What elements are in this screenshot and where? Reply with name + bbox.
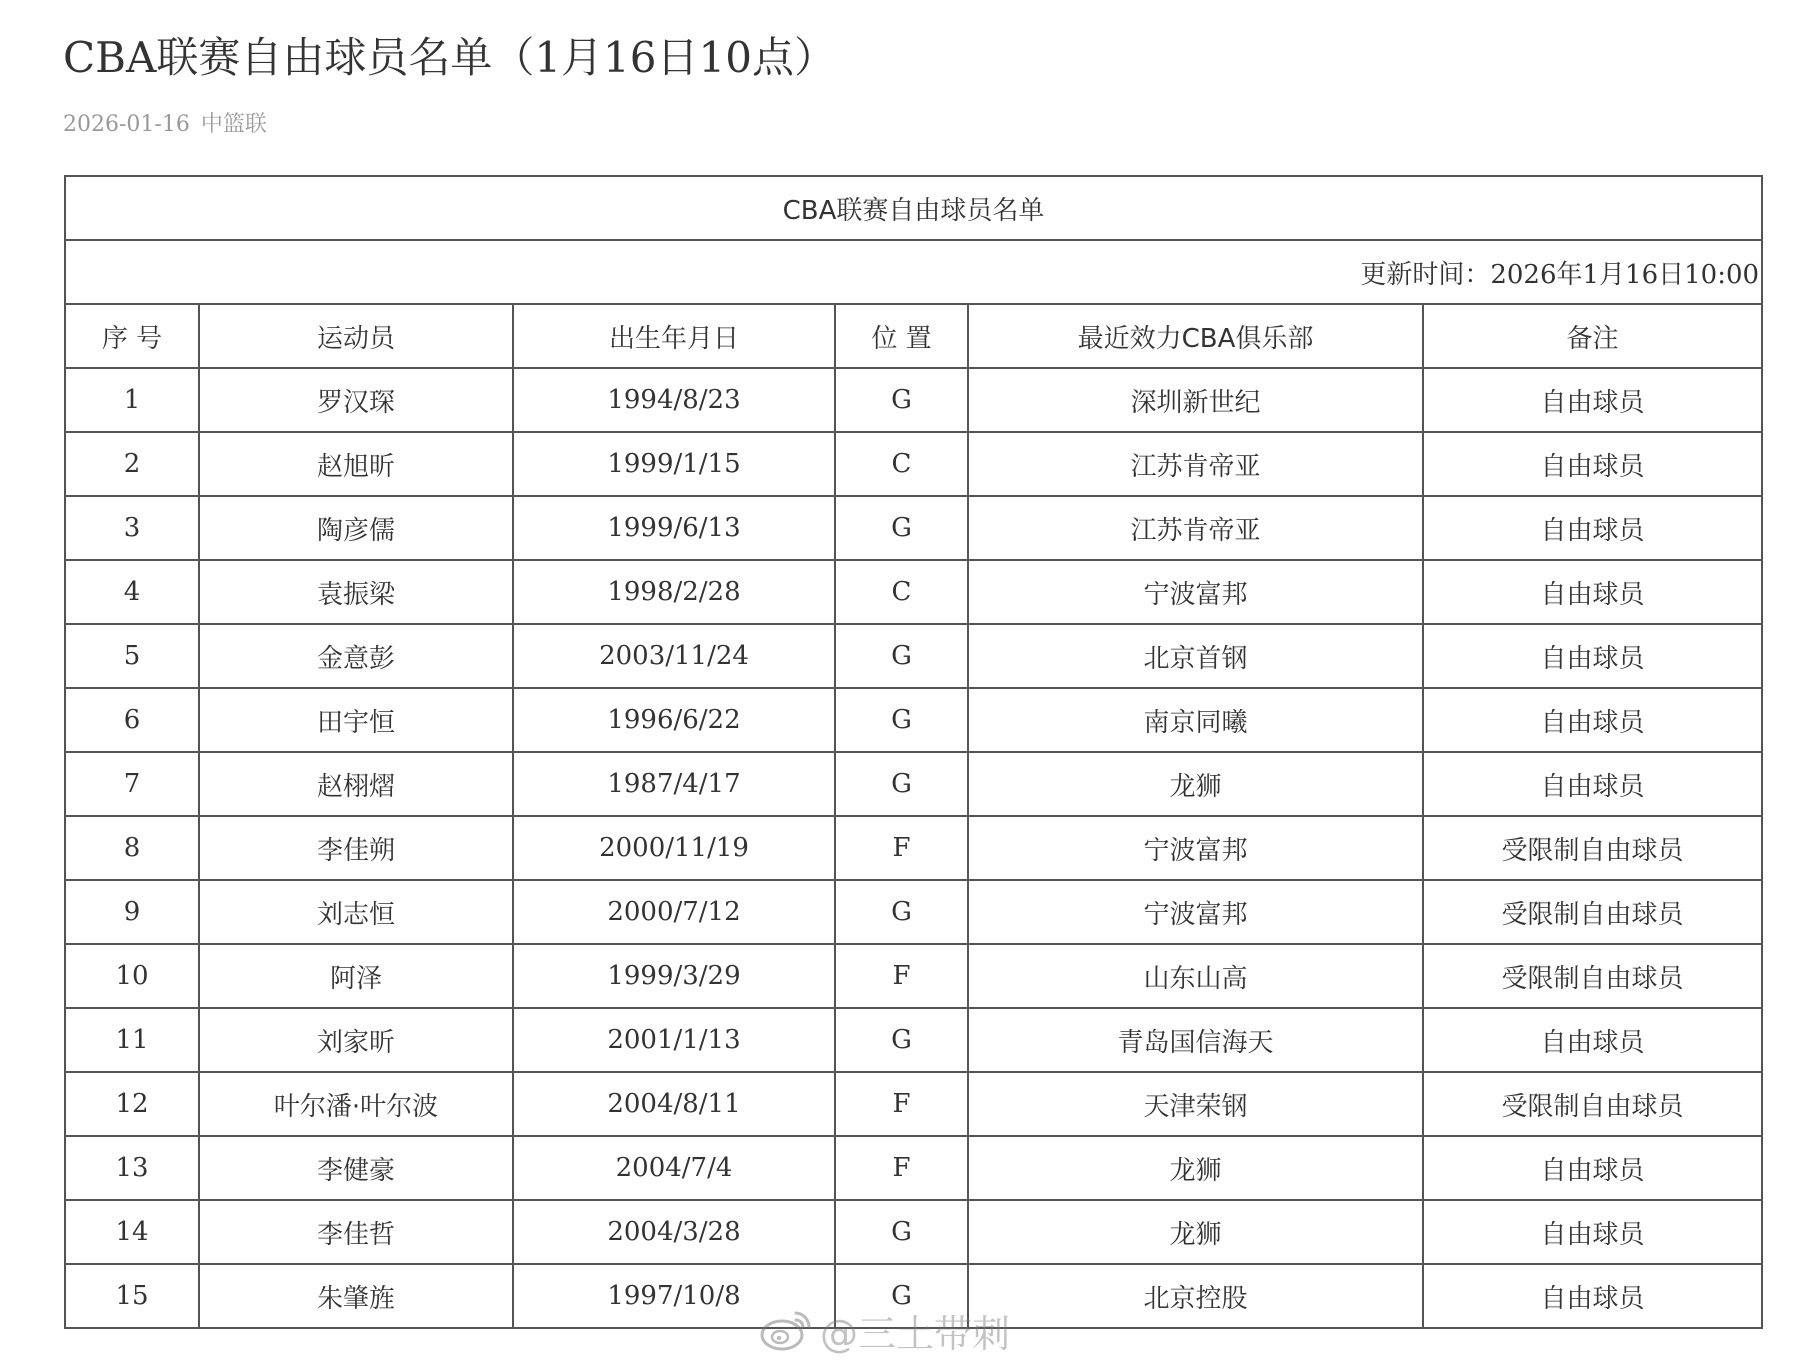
cell-note: 自由球员 xyxy=(1423,1136,1762,1200)
cell-position: G xyxy=(835,1264,968,1328)
cell-player: 赵旭昕 xyxy=(199,432,513,496)
cell-index: 9 xyxy=(65,880,199,944)
cell-note: 受限制自由球员 xyxy=(1423,944,1762,1008)
cell-position: G xyxy=(835,368,968,432)
cell-birthdate: 1997/10/8 xyxy=(513,1264,835,1328)
table-row xyxy=(65,1008,1762,1072)
cell-index: 11 xyxy=(65,1008,199,1072)
cell-last-club: 山东山高 xyxy=(968,944,1423,1008)
cell-note: 自由球员 xyxy=(1423,688,1762,752)
article-source[interactable]: 中篮联 xyxy=(200,112,267,137)
cell-last-club: 江苏肯帝亚 xyxy=(968,432,1423,496)
cell-index: 12 xyxy=(65,1072,199,1136)
cell-note: 自由球员 xyxy=(1423,1200,1762,1264)
free-agent-table xyxy=(64,175,1763,1329)
cell-player: 刘家昕 xyxy=(199,1008,513,1072)
cell-player: 陶彦儒 xyxy=(199,496,513,560)
table-row xyxy=(65,368,1762,432)
cell-last-club: 天津荣钢 xyxy=(968,1072,1423,1136)
cell-player: 刘志恒 xyxy=(199,880,513,944)
cell-birthdate: 1987/4/17 xyxy=(513,752,835,816)
cell-player: 李健豪 xyxy=(199,1136,513,1200)
update-time-value: 2026年1月16日10:00 xyxy=(1490,259,1760,290)
table-row xyxy=(65,1264,1762,1328)
table-row xyxy=(65,1200,1762,1264)
cell-index: 3 xyxy=(65,496,199,560)
cell-index: 4 xyxy=(65,560,199,624)
cell-last-club: 宁波富邦 xyxy=(968,560,1423,624)
cell-last-club: 龙狮 xyxy=(968,1136,1423,1200)
cell-index: 1 xyxy=(65,368,199,432)
table-row xyxy=(65,624,1762,688)
cell-note: 受限制自由球员 xyxy=(1423,816,1762,880)
cell-position: G xyxy=(835,1008,968,1072)
cell-position: C xyxy=(835,560,968,624)
update-time xyxy=(65,240,1762,304)
cell-index: 10 xyxy=(65,944,199,1008)
cell-index: 15 xyxy=(65,1264,199,1328)
cell-index: 7 xyxy=(65,752,199,816)
header-player: 运动员 xyxy=(199,304,513,368)
cell-position: G xyxy=(835,624,968,688)
cell-birthdate: 1996/6/22 xyxy=(513,688,835,752)
cell-note: 自由球员 xyxy=(1423,496,1762,560)
cell-last-club: 北京控股 xyxy=(968,1264,1423,1328)
header-index: 序 号 xyxy=(65,304,199,368)
cell-note: 自由球员 xyxy=(1423,432,1762,496)
cell-birthdate: 1999/1/15 xyxy=(513,432,835,496)
table-header-row xyxy=(65,304,1762,368)
cell-position: G xyxy=(835,688,968,752)
cell-player: 金意彭 xyxy=(199,624,513,688)
header-note: 备注 xyxy=(1423,304,1762,368)
table-row xyxy=(65,816,1762,880)
cell-index: 14 xyxy=(65,1200,199,1264)
header-birthdate: 出生年月日 xyxy=(513,304,835,368)
update-time-label: 更新时间： xyxy=(1360,259,1491,290)
cell-last-club: 宁波富邦 xyxy=(968,816,1423,880)
cell-position: F xyxy=(835,1136,968,1200)
cell-birthdate: 1994/8/23 xyxy=(513,368,835,432)
cell-position: G xyxy=(835,496,968,560)
table-row xyxy=(65,1072,1762,1136)
cell-birthdate: 1999/3/29 xyxy=(513,944,835,1008)
table-row xyxy=(65,944,1762,1008)
cell-last-club: 南京同曦 xyxy=(968,688,1423,752)
cell-birthdate: 2001/1/13 xyxy=(513,1008,835,1072)
table-row xyxy=(65,752,1762,816)
cell-last-club: 龙狮 xyxy=(968,1200,1423,1264)
cell-birthdate: 2003/11/24 xyxy=(513,624,835,688)
cell-player: 赵栩熠 xyxy=(199,752,513,816)
table-row xyxy=(65,496,1762,560)
cell-birthdate: 2000/11/19 xyxy=(513,816,835,880)
cell-index: 2 xyxy=(65,432,199,496)
cell-index: 8 xyxy=(65,816,199,880)
table-caption-row xyxy=(65,176,1762,240)
cell-note: 自由球员 xyxy=(1423,752,1762,816)
cell-birthdate: 1998/2/28 xyxy=(513,560,835,624)
table-caption: CBA联赛自由球员名单 xyxy=(65,176,1762,240)
page-title: CBA联赛自由球员名单（1月16日10点） xyxy=(63,33,836,82)
cell-position: G xyxy=(835,880,968,944)
cell-note: 自由球员 xyxy=(1423,624,1762,688)
cell-position: F xyxy=(835,944,968,1008)
cell-last-club: 北京首钢 xyxy=(968,624,1423,688)
cell-player: 李佳哲 xyxy=(199,1200,513,1264)
cell-note: 受限制自由球员 xyxy=(1423,1072,1762,1136)
table-row xyxy=(65,1136,1762,1200)
header-last-club: 最近效力CBA俱乐部 xyxy=(968,304,1423,368)
table-row xyxy=(65,560,1762,624)
cell-position: G xyxy=(835,1200,968,1264)
cell-birthdate: 2004/8/11 xyxy=(513,1072,835,1136)
article-meta xyxy=(63,108,267,142)
watermark-text: @三土带刺 xyxy=(820,1311,1011,1356)
cell-note: 自由球员 xyxy=(1423,1264,1762,1328)
cell-index: 5 xyxy=(65,624,199,688)
cell-note: 自由球员 xyxy=(1423,1008,1762,1072)
cell-birthdate: 2004/7/4 xyxy=(513,1136,835,1200)
cell-player: 袁振梁 xyxy=(199,560,513,624)
cell-last-club: 青岛国信海天 xyxy=(968,1008,1423,1072)
cell-player: 罗汉琛 xyxy=(199,368,513,432)
article-date: 2026-01-16 xyxy=(63,112,190,137)
cell-player: 叶尔潘·叶尔波 xyxy=(199,1072,513,1136)
cell-last-club: 宁波富邦 xyxy=(968,880,1423,944)
cell-birthdate: 1999/6/13 xyxy=(513,496,835,560)
cell-note: 自由球员 xyxy=(1423,368,1762,432)
cell-last-club: 龙狮 xyxy=(968,752,1423,816)
cell-index: 6 xyxy=(65,688,199,752)
cell-note: 自由球员 xyxy=(1423,560,1762,624)
cell-last-club: 深圳新世纪 xyxy=(968,368,1423,432)
cell-position: F xyxy=(835,816,968,880)
cell-player: 李佳朔 xyxy=(199,816,513,880)
table-row xyxy=(65,880,1762,944)
cell-note: 受限制自由球员 xyxy=(1423,880,1762,944)
cell-position: C xyxy=(835,432,968,496)
cell-player: 阿泽 xyxy=(199,944,513,1008)
cell-position: G xyxy=(835,752,968,816)
update-time-row xyxy=(65,240,1762,304)
cell-last-club: 江苏肯帝亚 xyxy=(968,496,1423,560)
cell-player: 田宇恒 xyxy=(199,688,513,752)
cell-index: 13 xyxy=(65,1136,199,1200)
table-row xyxy=(65,688,1762,752)
table-row xyxy=(65,432,1762,496)
cell-birthdate: 2000/7/12 xyxy=(513,880,835,944)
cell-player: 朱肇旌 xyxy=(199,1264,513,1328)
cell-birthdate: 2004/3/28 xyxy=(513,1200,835,1264)
cell-position: F xyxy=(835,1072,968,1136)
header-position: 位 置 xyxy=(835,304,968,368)
